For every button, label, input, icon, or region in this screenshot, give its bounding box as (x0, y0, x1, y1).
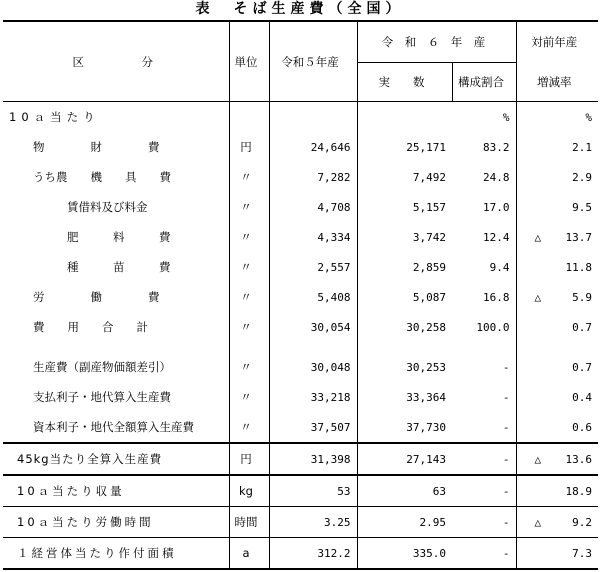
row-label: 物 財 費 (3, 132, 229, 162)
decrease-triangle: △ (534, 230, 542, 244)
row-share: 24.8 (452, 162, 516, 192)
row-share: - (452, 538, 516, 570)
row-curr-value: 5,087 (412, 290, 446, 304)
pct-unit: % (585, 110, 592, 124)
row-label: 種 苗 費 (3, 252, 229, 282)
header-actual: 実 数 (357, 63, 452, 102)
row-yoy: 9.5 (572, 200, 592, 214)
header-yoy-top: 対前年産 (516, 21, 598, 63)
row-share: 9.4 (452, 252, 516, 282)
row-curr-value: 7,492 (412, 170, 446, 184)
decrease-triangle: △ (534, 452, 542, 466)
row-prev-value: 2,557 (269, 252, 357, 282)
row-label: 支払利子・地代算入生産費 (3, 382, 229, 412)
row-curr-value: 25,171 (406, 140, 446, 154)
table-title: 表 そば生産費（全国） (195, 1, 405, 17)
yoy-value: 13.6 (565, 452, 592, 466)
row-prev-value: 312.2 (269, 538, 357, 570)
table-row (3, 412, 598, 443)
row-curr-value: 2,859 (412, 260, 446, 274)
row-share: - (452, 443, 516, 475)
row-unit: 〃 (229, 382, 269, 412)
row-label: 肥 料 費 (3, 222, 229, 252)
row-curr-value: 5,157 (412, 200, 446, 214)
row-share: 12.4 (452, 222, 516, 252)
row-yoy (516, 222, 598, 252)
row-prev-value: 3.25 (269, 507, 357, 538)
pct-unit: % (452, 102, 516, 133)
row-curr-value: 2.95 (357, 507, 452, 538)
row-unit: a (229, 538, 269, 570)
table-row (3, 282, 598, 312)
row-yoy: 2.9 (572, 170, 592, 184)
row-yoy (516, 282, 598, 312)
row-yoy (516, 507, 598, 538)
row-curr-value: 27,143 (406, 452, 446, 466)
row-unit: 〃 (229, 282, 269, 312)
row-label: 賃借料及び料金 (3, 192, 229, 222)
row-prev-value: 33,218 (269, 382, 357, 412)
table-row (3, 222, 598, 252)
row-unit: 〃 (229, 312, 269, 342)
row-unit: 円 (229, 132, 269, 162)
row-label: 10ａ当たり収量 (3, 475, 229, 507)
production-cost-table (3, 20, 598, 570)
row-yoy (516, 443, 598, 475)
table-row (3, 132, 598, 162)
row-yoy: 11.8 (565, 260, 592, 274)
row-unit: 〃 (229, 412, 269, 443)
table-row (3, 192, 598, 222)
row-prev-value: 53 (269, 475, 357, 507)
yoy-value: 13.7 (565, 230, 592, 244)
row-prev-value: 4,334 (269, 222, 357, 252)
row-prev-value: 30,048 (269, 352, 357, 382)
table-row (3, 162, 598, 192)
row-unit: 〃 (229, 252, 269, 282)
row-unit: kg (229, 475, 269, 507)
row-label: １経営体当たり作付面積 (3, 538, 229, 570)
row-share: 17.0 (452, 192, 516, 222)
row-label: 費 用 合 計 (3, 312, 229, 342)
row-label: うち農 機 具 費 (3, 162, 229, 192)
header-share: 構成割合 (452, 63, 516, 102)
header-unit: 単位 (229, 21, 269, 102)
row-unit: 円 (229, 443, 269, 475)
row-unit: 〃 (229, 352, 269, 382)
row-share: - (452, 382, 516, 412)
row-unit: 〃 (229, 162, 269, 192)
row-yoy: 2.1 (572, 140, 592, 154)
row-prev-value: 5,408 (269, 282, 357, 312)
row-share: 100.0 (452, 312, 516, 342)
row-yoy: 0.7 (572, 360, 592, 374)
row-curr-value: 335.0 (357, 538, 452, 570)
row-curr-value: 63 (432, 484, 446, 498)
header-yoy-bottom: 増減率 (516, 63, 598, 102)
header-category: 区 分 (3, 21, 229, 102)
table-row (3, 538, 598, 570)
row-yoy: 0.7 (572, 320, 592, 334)
row-label: 労 働 費 (3, 282, 229, 312)
row-label: 45kg当たり全算入生産費 (3, 443, 229, 475)
row-curr-value: 37,730 (406, 420, 446, 434)
row-curr-value: 33,364 (406, 390, 446, 404)
row-label: 10ａ当たり労働時間 (3, 507, 229, 538)
row-yoy: 18.9 (565, 484, 592, 498)
row-unit: 〃 (229, 192, 269, 222)
row-prev-value: 24,646 (269, 132, 357, 162)
table-row (3, 443, 598, 475)
section-label-row (3, 102, 598, 133)
yoy-value: 9.2 (572, 515, 592, 529)
row-prev-value: 4,708 (269, 192, 357, 222)
row-prev-value: 7,282 (269, 162, 357, 192)
row-prev-value: 37,507 (269, 412, 357, 443)
row-curr-value: 3,742 (412, 230, 446, 244)
table-row (3, 312, 598, 342)
row-yoy: 0.4 (572, 390, 592, 404)
table-row (3, 352, 598, 382)
row-curr-value: 30,258 (406, 320, 446, 334)
table-row (3, 507, 598, 538)
row-share: - (452, 507, 516, 538)
row-yoy: 7.3 (516, 538, 598, 570)
row-share: - (452, 352, 516, 382)
header-curr-year: 令 和 ６ 年 産 (357, 21, 516, 63)
table-row (3, 475, 598, 507)
row-curr-value: 30,253 (406, 360, 446, 374)
decrease-triangle: △ (534, 515, 542, 529)
row-unit: 時間 (229, 507, 269, 538)
section-label: 10ａ当たり (3, 102, 229, 133)
row-label: 生産費（副産物価額差引） (3, 352, 229, 382)
table-row (3, 382, 598, 412)
table-row (3, 252, 598, 282)
header-prev-year: 令和５年産 (269, 21, 357, 102)
row-label: 資本利子・地代全額算入生産費 (3, 412, 229, 443)
row-yoy: 0.6 (572, 420, 592, 434)
row-share: 83.2 (452, 132, 516, 162)
row-share: - (452, 412, 516, 443)
row-prev-value: 30,054 (269, 312, 357, 342)
row-prev-value: 31,398 (269, 443, 357, 475)
row-share: - (452, 475, 516, 507)
row-unit: 〃 (229, 222, 269, 252)
row-share: 16.8 (452, 282, 516, 312)
yoy-value: 5.9 (572, 290, 592, 304)
decrease-triangle: △ (534, 290, 542, 304)
